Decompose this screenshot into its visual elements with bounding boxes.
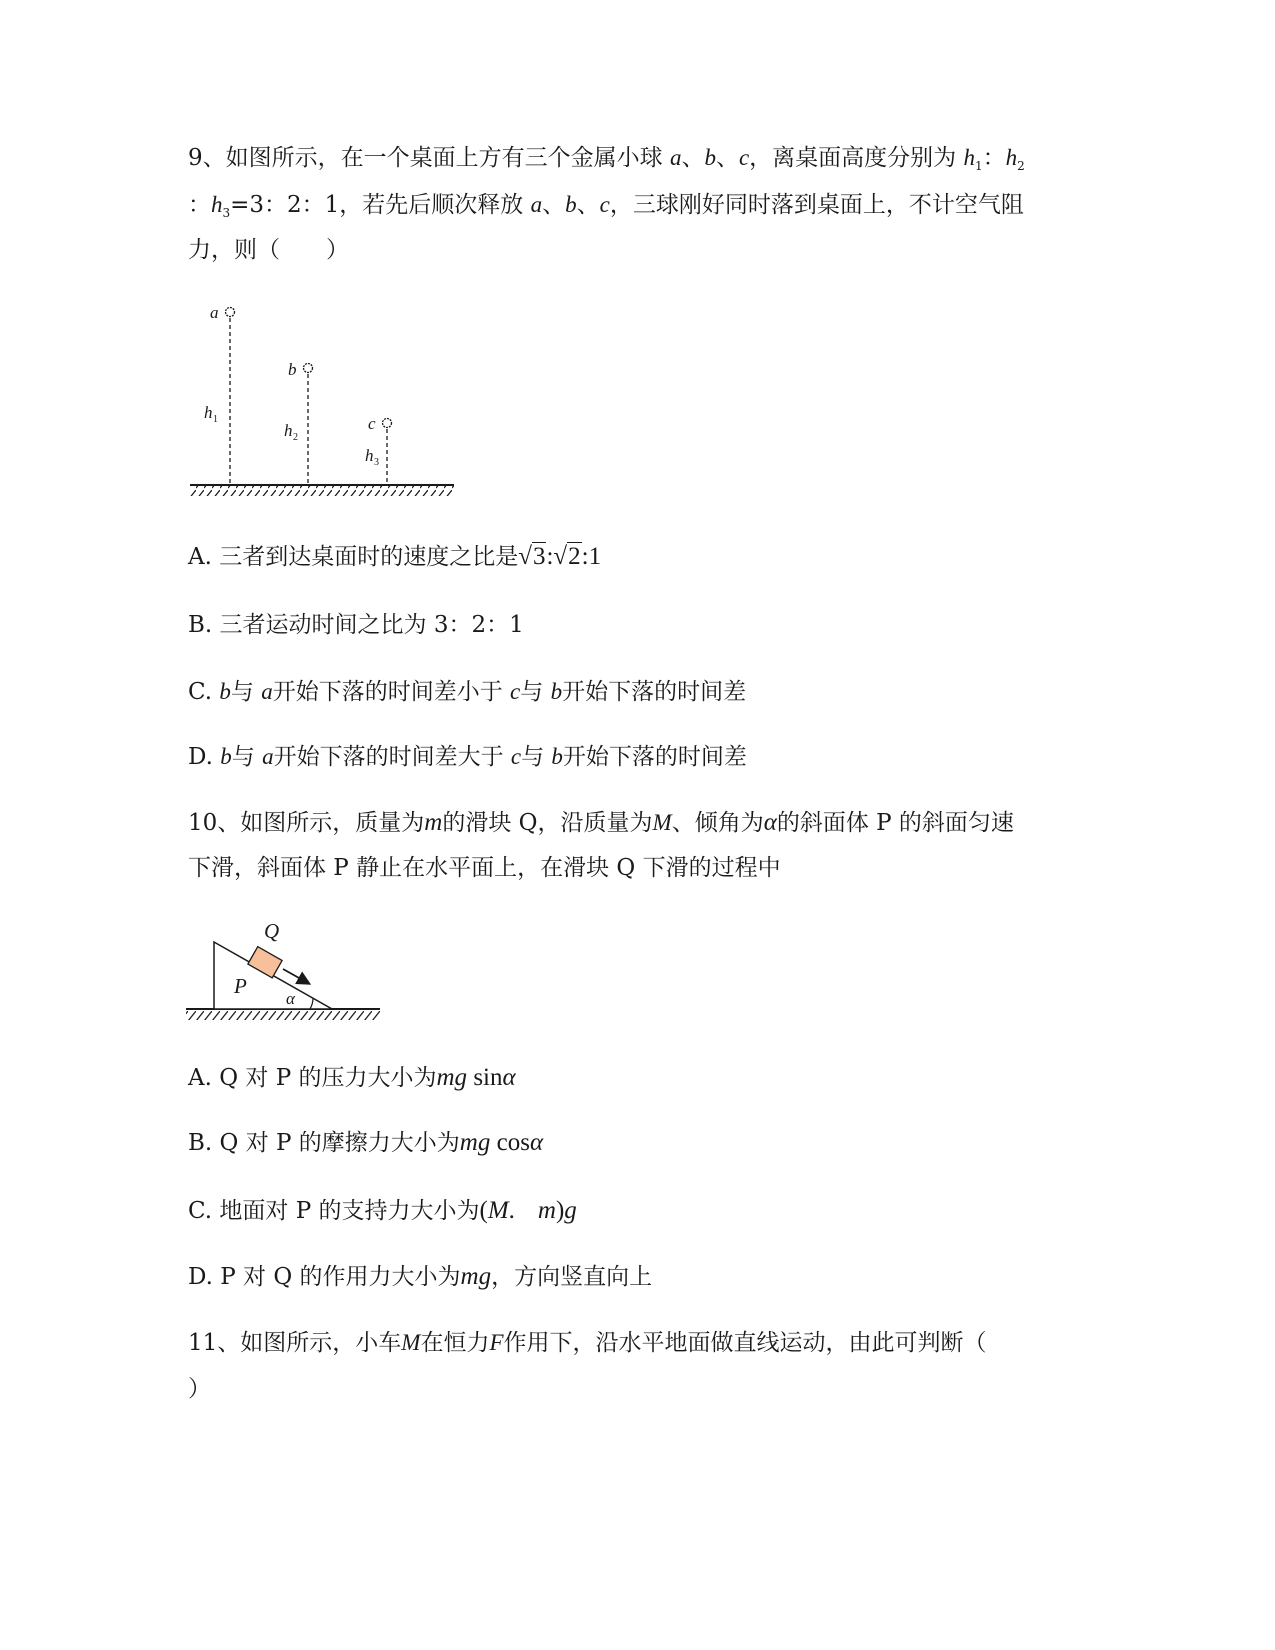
ball-c bbox=[383, 419, 392, 428]
option-prefix: D. bbox=[188, 744, 221, 770]
label-h2: h bbox=[284, 421, 293, 440]
var-b: b bbox=[550, 679, 563, 704]
dot: . bbox=[508, 1197, 515, 1224]
q9-text-mid: ，离桌面高度分别为 bbox=[749, 145, 957, 171]
var-h2: h bbox=[1005, 145, 1018, 170]
expr-sin: sin bbox=[467, 1064, 503, 1091]
var-c: c bbox=[510, 679, 521, 704]
var-c: c bbox=[510, 744, 522, 769]
text: 与 bbox=[520, 679, 544, 705]
paren-open: ( bbox=[479, 1197, 488, 1224]
text: 的滑块 Q，沿质量为 bbox=[442, 810, 653, 836]
text: 10、如图所示，质量为 bbox=[188, 810, 425, 836]
q9-line1 bbox=[188, 143, 1025, 181]
sep: 、 bbox=[715, 145, 739, 171]
label-c: c bbox=[368, 414, 376, 433]
expr-mg: mg bbox=[436, 1064, 468, 1091]
var-m: m bbox=[537, 1197, 556, 1224]
radicand: 3 bbox=[532, 543, 546, 570]
q11-line1 bbox=[188, 1328, 987, 1358]
sqrt-3: √3 bbox=[518, 543, 546, 570]
text: 开始下落的时间差大于 bbox=[273, 744, 504, 770]
q9-ratio: =3：2：1，若先后顺次释放 bbox=[230, 192, 524, 218]
ball-b bbox=[304, 364, 313, 373]
option-prefix: A. Q 对 P 的压力大小为 bbox=[188, 1065, 437, 1091]
var-b: b bbox=[551, 744, 563, 769]
var-alpha: α bbox=[763, 809, 777, 836]
text: 在恒力 bbox=[420, 1330, 490, 1356]
q9-line2 bbox=[188, 190, 1024, 228]
label-p: P bbox=[234, 974, 247, 998]
sep: 、 bbox=[542, 192, 566, 218]
var-m: m bbox=[424, 809, 443, 836]
expr-mg: mg bbox=[460, 1263, 492, 1290]
q10-figure bbox=[180, 915, 390, 1030]
var-g: g bbox=[564, 1197, 577, 1224]
sub-3: 3 bbox=[222, 206, 231, 220]
colon: ： bbox=[188, 192, 211, 218]
label-alpha: α bbox=[286, 989, 295, 1008]
q10-option-a bbox=[188, 1063, 516, 1093]
label-h3: h bbox=[365, 446, 374, 465]
text: 开始下落的时间差 bbox=[562, 744, 747, 770]
var-b: b bbox=[565, 192, 577, 217]
q9-option-b: B. 三者运动时间之比为 3：2：1 bbox=[188, 612, 524, 638]
paren-close: ) bbox=[555, 1197, 565, 1224]
var-h3: h bbox=[211, 192, 223, 217]
label-h3-sub: 3 bbox=[374, 457, 379, 468]
label-b: b bbox=[288, 360, 297, 379]
q10-option-b bbox=[188, 1128, 543, 1158]
expr-cos: cos bbox=[490, 1129, 530, 1156]
var-c: c bbox=[738, 145, 750, 170]
option-prefix: C. 地面对 P 的支持力大小为 bbox=[188, 1198, 480, 1224]
text: 的斜面体 P 的斜面匀速 bbox=[776, 810, 1014, 836]
q11-line2: ） bbox=[188, 1376, 211, 1402]
colon: ： bbox=[982, 145, 1006, 171]
var-b: b bbox=[220, 744, 232, 769]
label-a: a bbox=[210, 303, 219, 322]
ground-hatch bbox=[190, 486, 454, 496]
var-a: a bbox=[530, 192, 543, 217]
q9-figure bbox=[180, 298, 470, 508]
q9-text: 9、如图所示，在一个桌面上方有三个金属小球 bbox=[188, 145, 663, 171]
text: 、倾角为 bbox=[671, 810, 764, 836]
var-h1: h bbox=[963, 145, 975, 170]
label-h1-sub: 1 bbox=[213, 414, 218, 425]
label-h2-sub: 2 bbox=[293, 432, 298, 443]
label-h1: h bbox=[204, 403, 213, 422]
label-q: Q bbox=[264, 919, 280, 943]
radicand: 2 bbox=[568, 543, 581, 570]
option-prefix: C. bbox=[188, 679, 220, 705]
var-M: M bbox=[401, 1330, 421, 1355]
var-b: b bbox=[704, 145, 716, 170]
q9-option-d bbox=[188, 742, 747, 772]
sep: 、 bbox=[681, 145, 705, 171]
option-prefix: D. P 对 Q 的作用力大小为 bbox=[188, 1264, 461, 1290]
q9-option-c bbox=[188, 677, 746, 707]
sqrt-2: √2 bbox=[553, 543, 581, 570]
text: 11、如图所示，小车 bbox=[188, 1330, 402, 1356]
q10-line2: 下滑，斜面体 P 静止在水平面上，在滑块 Q 下滑的过程中 bbox=[188, 855, 781, 881]
text: 与 bbox=[230, 679, 254, 705]
var-a: a bbox=[261, 679, 273, 704]
var-alpha: α bbox=[502, 1064, 516, 1091]
q10-option-d bbox=[188, 1262, 652, 1292]
var-F: F bbox=[489, 1330, 504, 1355]
colon-one: :1 bbox=[581, 543, 602, 570]
text: 开始下落的时间差 bbox=[562, 679, 747, 705]
motion-arrow bbox=[283, 969, 308, 983]
ratio-expression bbox=[518, 543, 601, 570]
var-M: M bbox=[652, 810, 672, 835]
q9-line3: 力，则（ ） bbox=[188, 237, 349, 263]
var-a: a bbox=[262, 744, 274, 769]
var-b: b bbox=[219, 679, 231, 704]
text: 作用下，沿水平地面做直线运动，由此可判断（ bbox=[503, 1330, 987, 1356]
q10-option-c bbox=[188, 1196, 577, 1226]
var-c: c bbox=[599, 192, 610, 217]
option-prefix: B. Q 对 P 的摩擦力大小为 bbox=[188, 1130, 460, 1156]
ball-a bbox=[226, 308, 235, 317]
sub-2: 2 bbox=[1017, 159, 1025, 173]
q9-option-a bbox=[188, 542, 601, 572]
var-M: M bbox=[487, 1197, 509, 1224]
sub-1: 1 bbox=[974, 159, 983, 173]
var-alpha: α bbox=[529, 1129, 544, 1156]
text: 与 bbox=[231, 744, 255, 770]
text: 开始下落的时间差小于 bbox=[272, 679, 503, 705]
q9-text-rest: ，三球刚好同时落到桌面上，不计空气阻 bbox=[609, 192, 1024, 218]
expr-mg: mg bbox=[459, 1129, 491, 1156]
option-a-text: A. 三者到达桌面时的速度之比是 bbox=[188, 544, 519, 570]
q10-line1 bbox=[188, 808, 1014, 838]
colon: : bbox=[546, 543, 554, 570]
sep: 、 bbox=[576, 192, 600, 218]
text: 与 bbox=[521, 744, 545, 770]
var-a: a bbox=[669, 145, 682, 170]
text: ，方向竖直向上 bbox=[491, 1264, 653, 1290]
ground-hatch bbox=[186, 1010, 380, 1020]
